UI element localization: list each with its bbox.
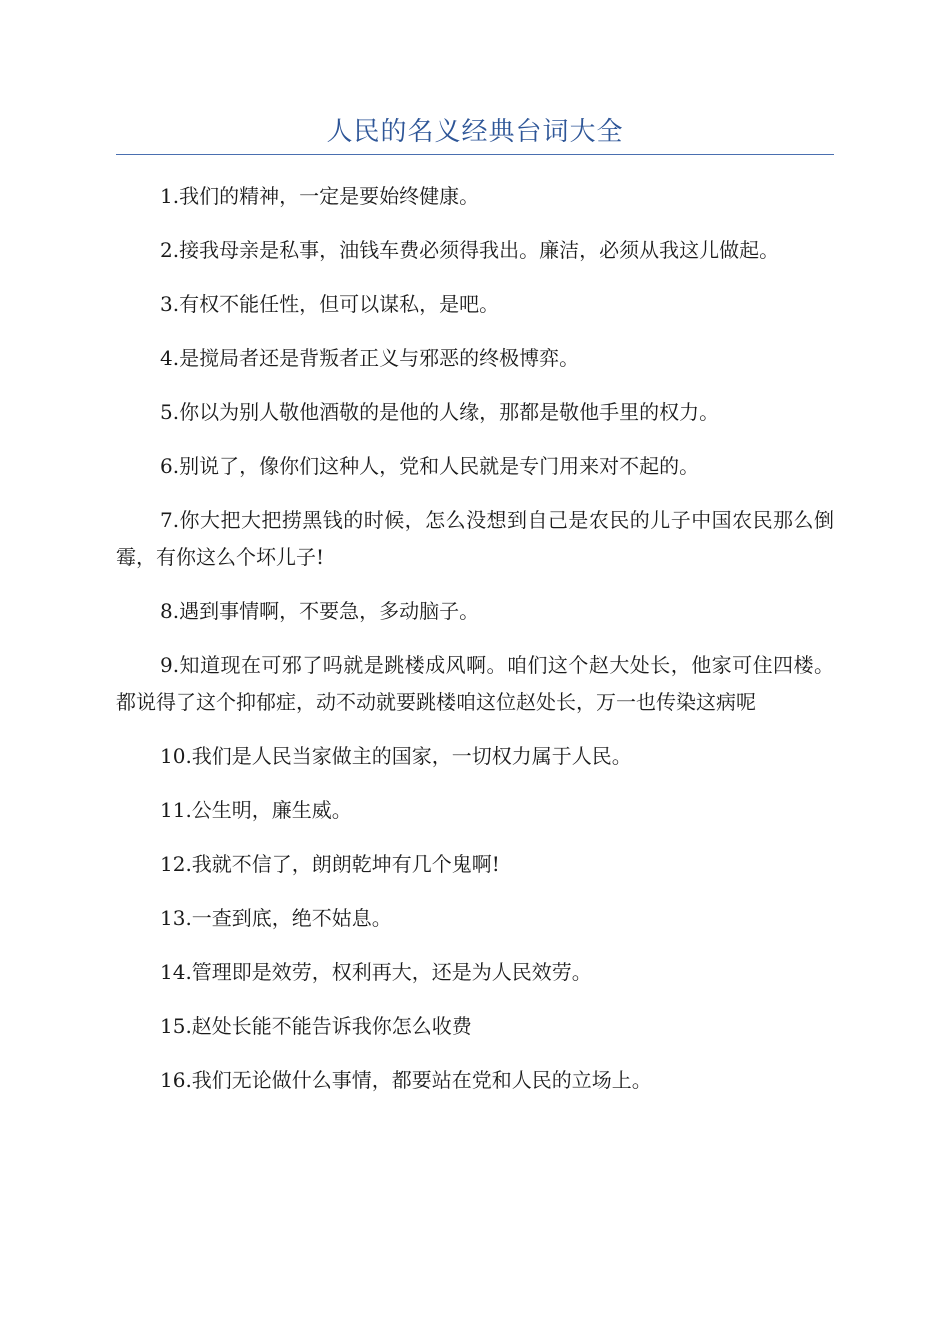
- title-underline-divider: [116, 154, 834, 155]
- paragraph-9: 9.知道现在可邪了吗就是跳楼成风啊。咱们这个赵大处长，他家可住四楼。都说得了这个抑郁症，动不动就要跳楼咱这位赵处长，万一也传染这病呢: [116, 653, 834, 714]
- paragraph-16: 16.我们无论做什么事情，都要站在党和人民的立场上。: [160, 1068, 652, 1092]
- paragraph-13: 13.一查到底，绝不姑息。: [160, 906, 392, 930]
- paragraph-4: 4.是搅局者还是背叛者正义与邪恶的终极博弈。: [160, 346, 580, 370]
- paragraph-2: 2.接我母亲是私事，油钱车费必须得我出。廉洁，必须从我这儿做起。: [160, 238, 780, 262]
- paragraph-10: 10.我们是人民当家做主的国家，一切权力属于人民。: [160, 744, 632, 768]
- document-title: 人民的名义经典台词大全: [326, 117, 624, 147]
- paragraph-3: 3.有权不能任性，但可以谋私，是吧。: [160, 292, 500, 316]
- paragraph-14: 14.管理即是效劳，权利再大，还是为人民效劳。: [160, 960, 592, 984]
- paragraph-6: 6.别说了，像你们这种人，党和人民就是专门用来对不起的。: [160, 454, 700, 478]
- paragraph-7: 7.你大把大把捞黑钱的时候，怎么没想到自己是农民的儿子中国农民那么倒霉，有你这么个坏儿子!: [116, 508, 834, 569]
- document-body: [116, 178, 834, 1116]
- paragraph-15: 15.赵处长能不能告诉我你怎么收费: [160, 1014, 472, 1038]
- paragraph-8: 8.遇到事情啊，不要急，多动脑子。: [160, 599, 480, 623]
- paragraph-12: 12.我就不信了，朗朗乾坤有几个鬼啊!: [160, 852, 500, 876]
- paragraph-5: 5.你以为别人敬他酒敬的是他的人缘，那都是敬他手里的权力。: [160, 400, 720, 424]
- paragraph-1: 1.我们的精神，一定是要始终健康。: [160, 184, 480, 208]
- paragraph-11: 11.公生明，廉生威。: [160, 798, 352, 822]
